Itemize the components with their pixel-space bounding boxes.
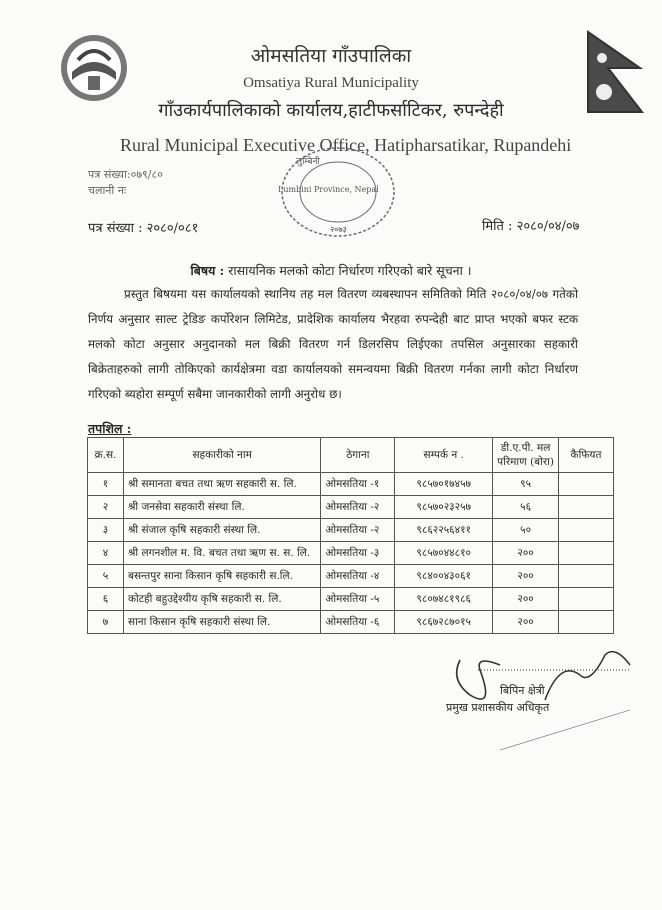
cell-remarks — [559, 496, 614, 519]
cell-serial: ४ — [88, 542, 124, 565]
cell-serial: १ — [88, 473, 124, 496]
cell-name: श्री संजाल कृषि सहकारी संस्था लि. — [123, 519, 320, 542]
cell-address: ओमसतिया -५ — [321, 588, 395, 611]
signatory-name: बिपिन क्षेत्री — [500, 684, 545, 697]
header-remarks: कैफियत — [559, 438, 614, 473]
office-seal-stamp — [268, 140, 408, 240]
letter-date: मिति : २०८०/०४/०७ — [482, 219, 580, 234]
table-row — [88, 542, 614, 565]
cell-remarks — [559, 611, 614, 634]
cell-contact: ९८५७०२३२५७ — [395, 496, 493, 519]
cell-quantity: ५० — [493, 519, 559, 542]
cell-name: श्री जनसेवा सहकारी संस्था लि. — [123, 496, 320, 519]
cell-address: ओमसतिया -३ — [321, 542, 395, 565]
subject-label: बिषय : — [190, 263, 225, 278]
dispatch-label: चलानी नः — [88, 184, 127, 197]
office-name-nepali: गाँउकार्यपालिकाको कार्यालय,हाटीफर्साटिकर, रुपन्देही — [158, 100, 504, 121]
cell-name: साना किसान कृषि सहकारी संस्था लि. — [123, 611, 320, 634]
cell-name: बसन्तपुर साना किसान कृषि सहकारी स.लि. — [123, 565, 320, 588]
cell-contact: ९८४००४३०६१ — [395, 565, 493, 588]
table-row — [88, 611, 614, 634]
signatory-title: प्रमुख प्रशासकीय अधिकृत — [446, 701, 550, 714]
cell-remarks — [559, 519, 614, 542]
subject-text: रासायनिक मलको कोटा निर्धारण गरिएको बारे सूचना । — [228, 263, 472, 278]
cooperative-quota-table — [87, 437, 614, 634]
cell-quantity: ५६ — [493, 496, 559, 519]
cell-contact: ९८५७०१७४५७ — [395, 473, 493, 496]
cell-contact: ९८५७०४४८१० — [395, 542, 493, 565]
seal-text-middle: Lumbini Province, Nepal — [278, 185, 379, 194]
cell-name: श्री समानता बचत तथा ऋण सहकारी स. लि. — [123, 473, 320, 496]
cell-serial: २ — [88, 496, 124, 519]
fiscal-year-label: पत्र संख्या:०७९/८० — [88, 168, 163, 181]
header-contact: सम्पर्क न . — [395, 438, 493, 473]
cell-address: ओमसतिया -२ — [321, 496, 395, 519]
table-row — [88, 588, 614, 611]
table-row — [88, 473, 614, 496]
cell-serial: ३ — [88, 519, 124, 542]
cell-quantity: २०० — [493, 611, 559, 634]
cell-serial: ६ — [88, 588, 124, 611]
cell-remarks — [559, 473, 614, 496]
cell-name: कोटही बहुउद्देश्यीय कृषि सहकारी स. लि. — [123, 588, 320, 611]
table-row — [88, 496, 614, 519]
municipality-name-english: Omsatiya Rural Municipality — [243, 75, 419, 91]
office-name-english: Rural Municipal Executive Office, Hatipharsatikar, Rupandehi — [120, 135, 572, 155]
cell-address: ओमसतिया -६ — [321, 611, 395, 634]
details-heading: तपशिल : — [88, 421, 132, 436]
cell-quantity: २०० — [493, 542, 559, 565]
cell-serial: ७ — [88, 611, 124, 634]
municipality-name-nepali: ओमसतिया गाँउपालिका — [250, 45, 412, 67]
seal-text-top: लुम्बिनी — [296, 157, 320, 167]
letter-number: पत्र संख्या : २०८०/०८१ — [88, 221, 199, 236]
header-serial: क्र.स. — [88, 438, 124, 473]
cell-name: श्री लगनशील म. वि. बचत तथा ऋण स. स. लि. — [123, 542, 320, 565]
table-header-row — [88, 438, 614, 473]
table-row — [88, 519, 614, 542]
subject-line — [0, 262, 662, 279]
cell-contact: ९८६७२८७०१५ — [395, 611, 493, 634]
header-name: सहकारीको नाम — [123, 438, 320, 473]
cell-quantity: २०० — [493, 565, 559, 588]
cell-address: ओमसतिया -१ — [321, 473, 395, 496]
cell-remarks — [559, 565, 614, 588]
cell-remarks — [559, 542, 614, 565]
header-address: ठेगाना — [321, 438, 395, 473]
cell-address: ओमसतिया -४ — [321, 565, 395, 588]
notice-body: प्रस्तुत बिषयमा यस कार्यालयको स्थानिय तह मल वितरण व्यबस्थापन समितिको मिति २०८०/०४/०७ गतेको निर्णय अनुसार साल्ट ट्रेडिङ कर्पोरेशन लिमिटेड, प्रादेशिक कार्यालय भैरहवा रुपन्देही बाट प्राप्त भएको बफर स्टक मलको कोटा अनुसार अनुदानको मल बिक्री वितरण गर्न डिलरसिप लिईएका तपसिल अनुसारका सहकारी बिक्रेताहरुको लागी तोकिएको कार्यक्षेत्रमा वडा कार्यालयको समन्वयमा बिक्री वितरण गर्नका लागी कोटा निर्धारण गरिएको ब्यहोरा सम्पूर्ण सबैमा जानकारीको लागी अनुरोध छ। — [88, 287, 578, 401]
cell-quantity: २०० — [493, 588, 559, 611]
cell-serial: ५ — [88, 565, 124, 588]
cell-contact: ९८०७४८१९८६ — [395, 588, 493, 611]
header-quantity: डी.ए.पी. मल परिमाण (बोरा) — [493, 438, 559, 473]
cell-contact: ९८६२२५६४११ — [395, 519, 493, 542]
table-row — [88, 565, 614, 588]
cell-remarks — [559, 588, 614, 611]
cell-quantity: ९५ — [493, 473, 559, 496]
cell-address: ओमसतिया -२ — [321, 519, 395, 542]
seal-year: २०७३ — [330, 225, 347, 234]
